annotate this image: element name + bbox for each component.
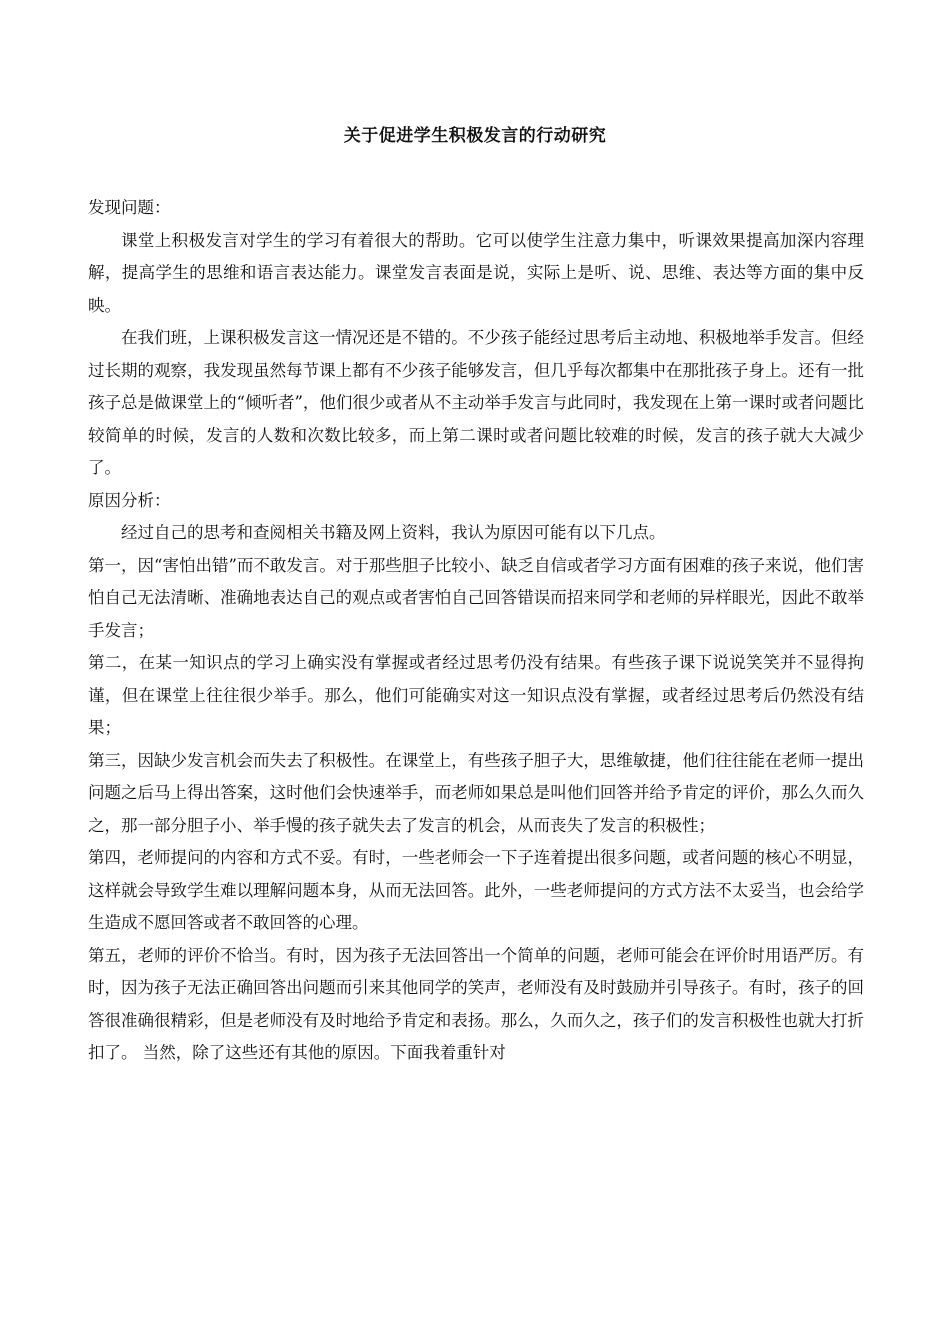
- paragraph-problem-1: 课堂上积极发言对学生的学习有着很大的帮助。它可以使学生注意力集中，听课效果提高加深内容理解，提高学生的思维和语言表达能力。课堂发言表面是说，实际上是听、说、思维、表达等方面的集中反映。: [88, 230, 864, 315]
- document-title: 关于促进学生积极发言的行动研究: [343, 126, 607, 146]
- paragraph-analysis-intro: 经过自己的思考和查阅相关书籍及网上资料，我认为原因可能有以下几点。: [121, 523, 666, 542]
- paragraph-reason-3: 第三，因缺少发言机会而失去了积极性。在课堂上，有些孩子胆子大，思维敏捷，他们往往能在老师一提出问题之后马上得出答案，这时他们会快速举手，而老师如果总是叫他们回答并给予肯定的评价，那么久而久之，那一部分胆子小、举手慢的孩子就失去了发言的机会，从而丧失了发言的积极性；: [88, 750, 864, 835]
- section-heading-problem: 发现问题：: [88, 198, 171, 217]
- paragraph-reason-4: 第四，老师提问的内容和方式不妥。有时，一些老师会一下子连着提出很多问题，或者问题的核心不明显，这样就会导致学生难以理解问题本身，从而无法回答。此外，一些老师提问的方式方法不太妥当，也会给学生造成不愿回答或者不敢回答的心理。: [88, 848, 864, 932]
- document-body: [88, 192, 864, 1070]
- section-heading-analysis: 原因分析：: [88, 490, 171, 510]
- paragraph-problem-2: 在我们班，上课积极发言这一情况还是不错的。不少孩子能经过思考后主动地、积极地举手发言。但经过长期的观察，我发现虽然每节课上都有不少孩子能够发言，但几乎每次都集中在那批孩子身上。还有一批孩子总是做课堂上的“倾听者”，他们很少或者从不主动举手发言与此同时，我发现在上第一课时或者问题比较简单的时候，发言的人数和次数比较多，而上第二课时或者问题比较难的时候，发言的孩子就大大减少了。: [88, 328, 864, 477]
- paragraph-reason-5: 第五，老师的评价不恰当。有时，因为孩子无法回答出一个简单的问题，老师可能会在评价时用语严厉。有时，因为孩子无法正确回答出问题而引来其他同学的笑声，老师没有及时鼓励并引导孩子。有时，孩子的回答很准确很精彩，但是老师没有及时地给予肯定和表扬。那么，久而久之，孩子们的发言积极性也就大打折扣了。 当然，除了这些还有其他的原因。下面我着重针对: [88, 945, 864, 1062]
- paragraph-reason-2: 第二，在某一知识点的学习上确实没有掌握或者经过思考仍没有结果。有些孩子课下说说笑笑并不显得拘谨，但在课堂上往往很少举手。那么，他们可能确实对这一知识点没有掌握，或者经过思考后仍然没有结果；: [88, 653, 864, 737]
- paragraph-reason-1: 第一，因“害怕出错”而不敢发言。对于那些胆子比较小、缺乏自信或者学习方面有困难的孩子来说，他们害怕自己无法清晰、准确地表达自己的观点或者害怕自己回答错误而招来同学和老师的异样眼光，因此不敢举手发言；: [88, 555, 864, 640]
